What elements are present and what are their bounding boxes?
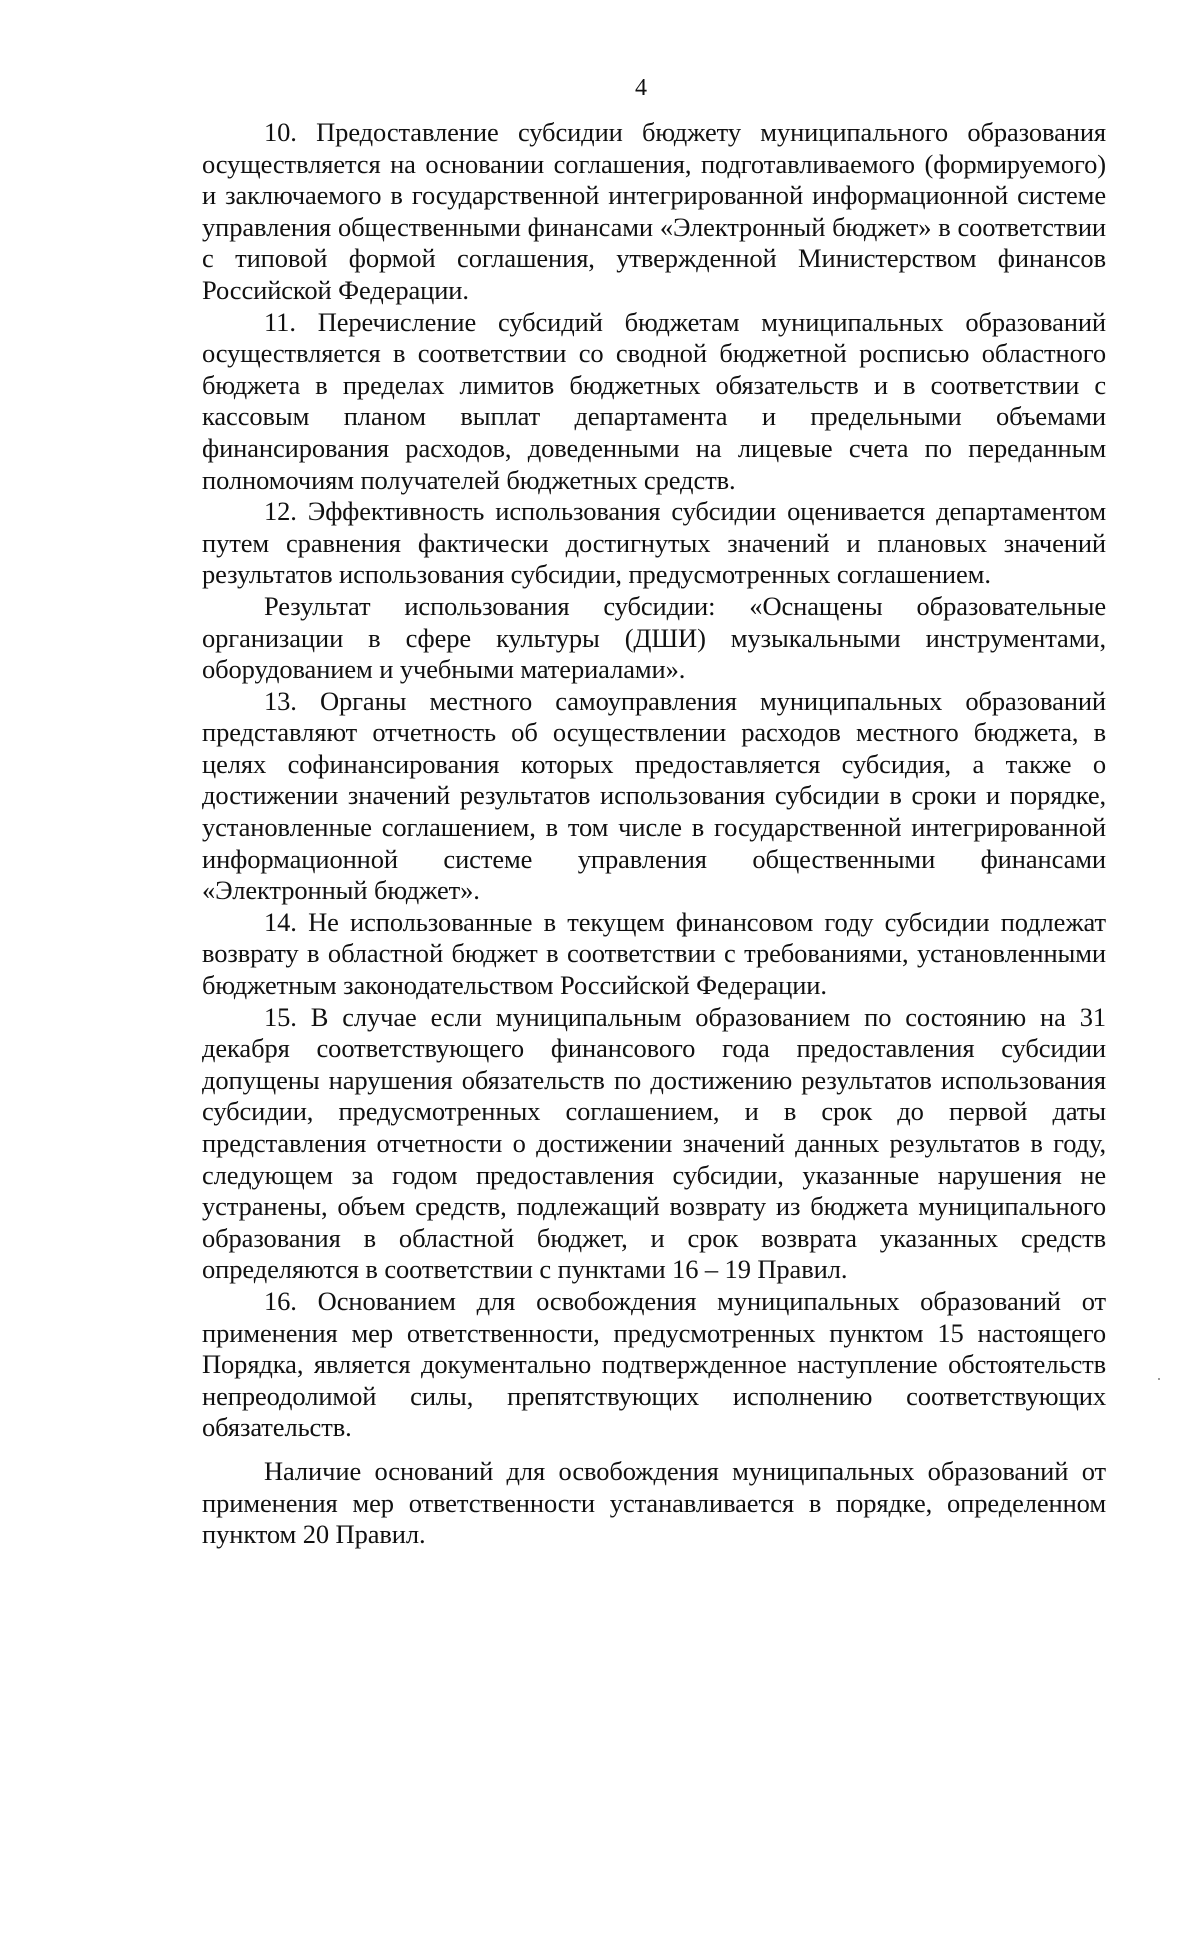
scan-dust-mark [1158, 1378, 1160, 1380]
paragraph-11: 11. Перечисление субсидий бюджетам муниципальных образований осуществляется в соответствии со сводной бюджетной росписью областного бюджета в пределах лимитов бюджетных обязательств и в соответствии с кассовым планом выплат департамента и предельными объемами финансирования расходов, доведенными на лицевые счета по переданным полномочиям получателей бюджетных средств. [202, 306, 1106, 495]
page-number: 4 [635, 75, 647, 101]
document-body [202, 117, 1106, 1551]
paragraph-12: 12. Эффективность использования субсидии оценивается департаментом путем сравнения фактически достигнутых значений и плановых значений результатов использования субсидии, предусмотренных соглашением. [202, 496, 1106, 590]
paragraph-10: 10. Предоставление субсидии бюджету муниципального образования осуществляется на основании соглашения, подготавливаемого (формируемого) и заключаемого в государственной интегрированной информационной системе управления общественными финансами «Электронный бюджет» в соответствии с типовой формой соглашения, утвержденной Министерством финансов Российской Федерации. [202, 117, 1106, 305]
paragraph-subsidy-result: Результат использования субсидии: «Оснащены образовательные организации в сфере культуры (ДШИ) музыкальными инструментами, оборудованием и учебными материалами». [202, 590, 1106, 685]
paragraph-14: 14. Не использованные в текущем финансовом году субсидии подлежат возврату в областной бюджет в соответствии с требованиями, установленными бюджетным законодательством Российской Федерации. [202, 906, 1106, 1001]
paragraph-16: 16. Основанием для освобождения муниципальных образований от применения мер ответственности, предусмотренных пунктом 15 настоящего Порядка, является документально подтвержденное наступление обстоятельств непреодолимой силы, препятствующих исполнению соответствующих обязательств. [202, 1285, 1106, 1443]
paragraph-exemption-grounds: Наличие оснований для освобождения муниципальных образований от применения мер ответственности устанавливается в порядке, определенном пунктом 20 Правил. [202, 1455, 1106, 1550]
paragraph-15: 15. В случае если муниципальным образованием по состоянию на 31 декабря соответствующего финансового года предоставления субсидии допущены нарушения обязательств по достижению результатов использования субсидии, предусмотренных соглашением, и в срок до первой даты представления отчетности о достижении значений данных результатов в году, следующем за годом предоставления субсидии, указанные нарушения не устранены, объем средств, подлежащий возврату из бюджета муниципального образования в областной бюджет, и срок возврата указанных средств определяются в соответствии с пунктами 16 – 19 Правил. [202, 1001, 1106, 1285]
paragraph-13: 13. Органы местного самоуправления муниципальных образований представляют отчетность об осуществлении расходов местного бюджета, в целях софинансирования которых предоставляется субсидия, а также о достижении значений результатов использования субсидии в сроки и порядке, установленные соглашением, в том числе в государственной интегрированной информационной системе управления общественными финансами «Электронный бюджет». [202, 685, 1106, 906]
